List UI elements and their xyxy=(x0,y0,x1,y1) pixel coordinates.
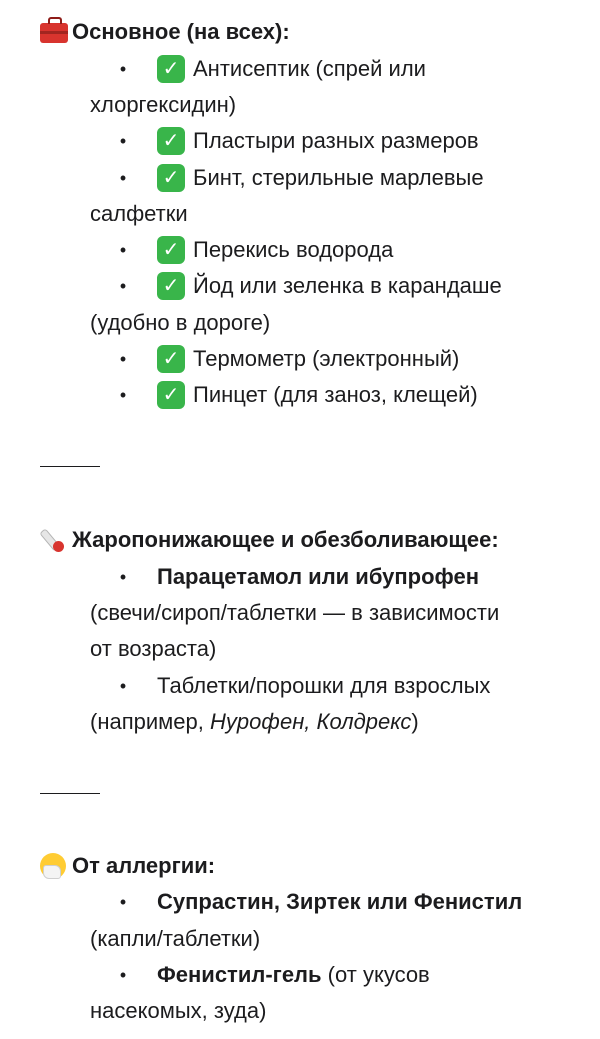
list-item-continuation: хлоргексидин) xyxy=(90,92,237,117)
list-item: ✓ Пинцет (для заноз, клещей) xyxy=(157,381,478,409)
section-heading-basics: Основное (на всех): xyxy=(40,18,290,46)
check-mark-icon: ✓ xyxy=(157,236,185,264)
bullet: • xyxy=(119,168,127,188)
bullet: • xyxy=(119,240,127,260)
check-mark-icon: ✓ xyxy=(157,55,185,83)
bullet: • xyxy=(119,567,127,587)
section-heading-allergy: От аллергии: xyxy=(40,852,215,880)
bullet: • xyxy=(119,676,127,696)
sneezing-face-icon xyxy=(40,852,72,880)
list-item: ✓ Бинт, стерильные марлевые xyxy=(157,164,484,192)
list-item-continuation: (удобно в дороге) xyxy=(90,310,271,335)
list-item: ✓ Термометр (электронный) xyxy=(157,345,459,373)
divider xyxy=(40,466,100,467)
thermometer-icon xyxy=(40,526,72,554)
list-item-continuation: (свечи/сироп/таблетки — в зависимости xyxy=(90,600,500,625)
list-item: Супрастин, Зиртек или Фенистил xyxy=(157,889,523,914)
check-mark-icon: ✓ xyxy=(157,345,185,373)
check-mark-icon: ✓ xyxy=(157,381,185,409)
bullet: • xyxy=(119,276,127,296)
bullet: • xyxy=(119,59,127,79)
bullet: • xyxy=(119,385,127,405)
list-item-continuation: (капли/таблетки) xyxy=(90,926,261,951)
bullet: • xyxy=(119,892,127,912)
list-item-continuation: насекомых, зуда) xyxy=(90,998,267,1023)
divider xyxy=(40,793,100,794)
list-item: Таблетки/порошки для взрослых xyxy=(157,673,491,698)
list-item-continuation: от возраста) xyxy=(90,636,217,661)
check-mark-icon: ✓ xyxy=(157,272,185,300)
toolbox-icon xyxy=(40,18,72,46)
list-item: ✓ Перекись водорода xyxy=(157,236,393,264)
check-mark-icon: ✓ xyxy=(157,127,185,155)
section-heading-antipyretic: Жаропонижающее и обезболивающее: xyxy=(40,526,499,554)
list-item-continuation: салфетки xyxy=(90,201,188,226)
list-item: ✓ Антисептик (спрей или xyxy=(157,55,426,83)
list-item-continuation: (например, Нурофен, Колдрекс) xyxy=(90,709,419,734)
bullet: • xyxy=(119,965,127,985)
list-item: Парацетамол или ибупрофен xyxy=(157,564,480,589)
bullet: • xyxy=(119,349,127,369)
bullet: • xyxy=(119,131,127,151)
check-mark-icon: ✓ xyxy=(157,164,185,192)
list-item: ✓ Йод или зеленка в карандаше xyxy=(157,272,502,300)
list-item: Фенистил-гель (от укусов xyxy=(157,962,430,987)
list-item: ✓ Пластыри разных размеров xyxy=(157,127,479,155)
